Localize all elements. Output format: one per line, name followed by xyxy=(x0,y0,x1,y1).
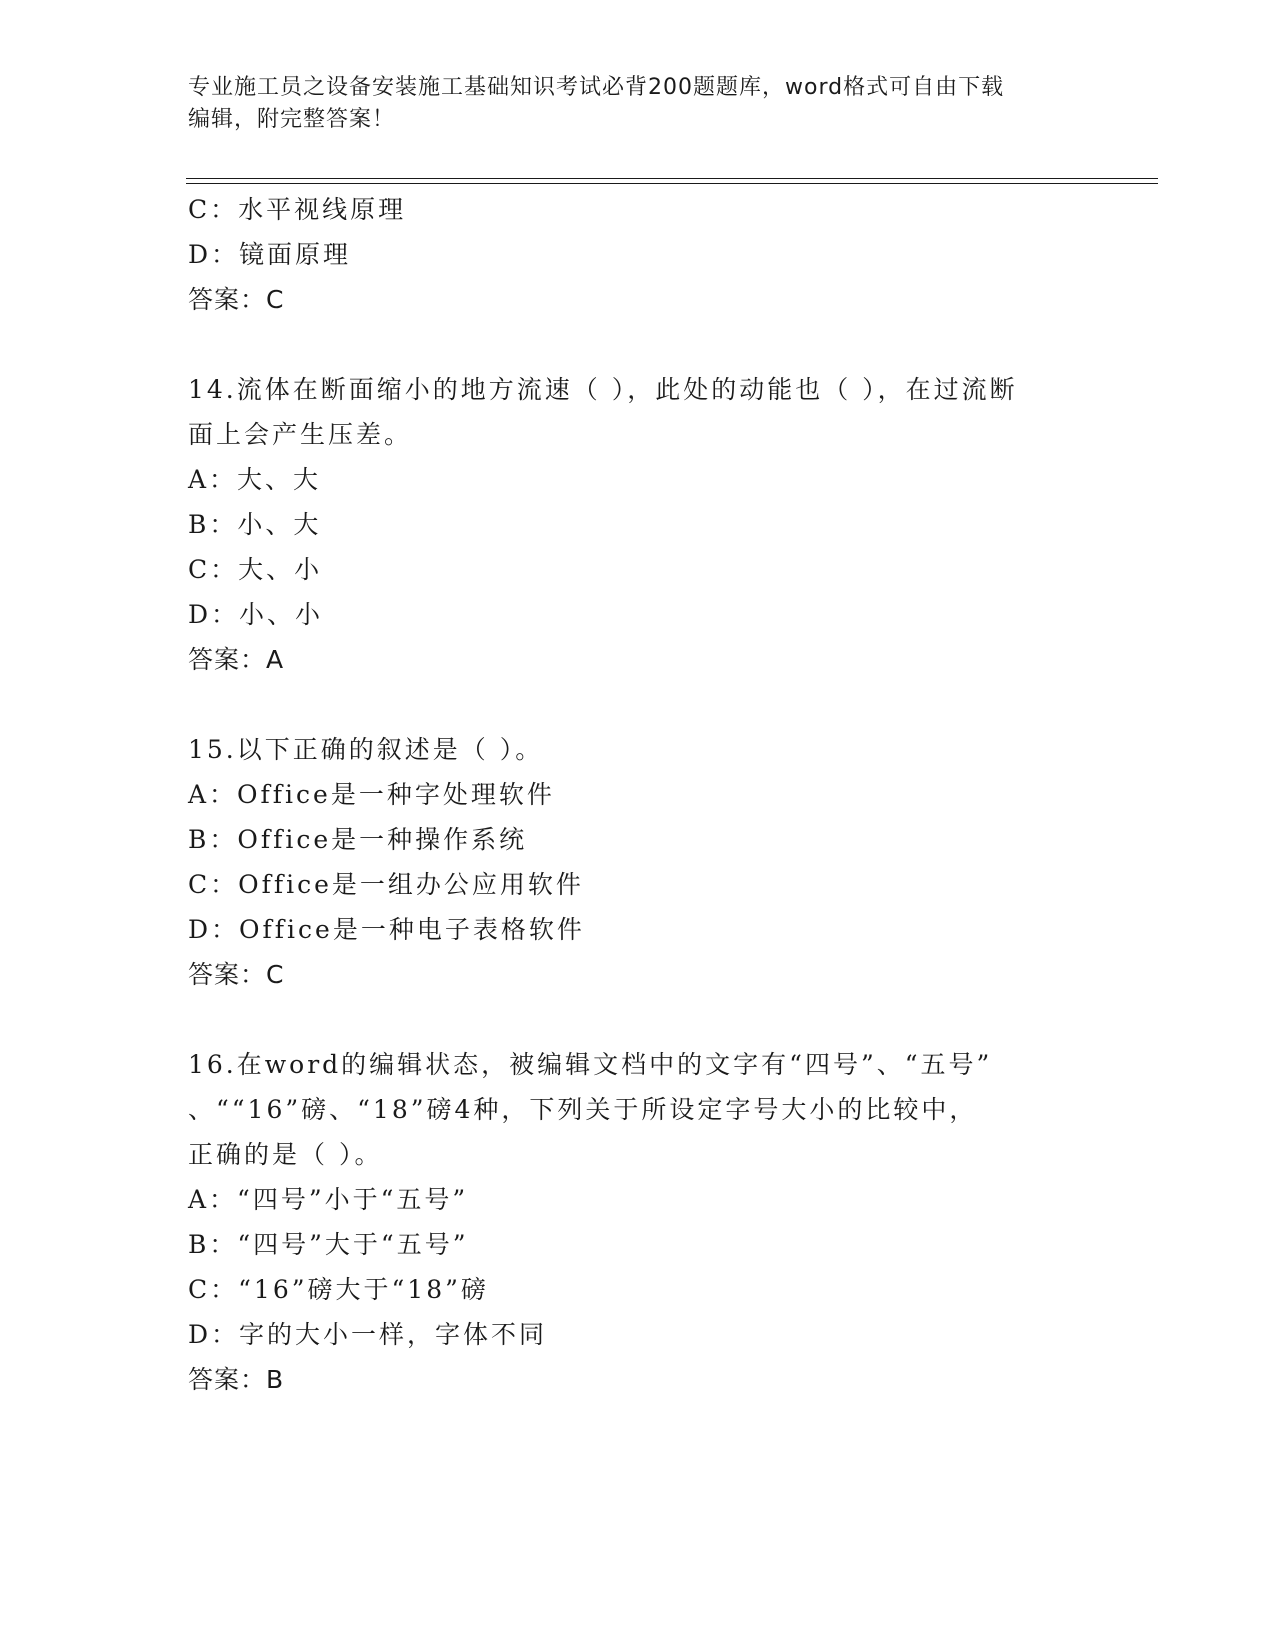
q14-option-c: C：大、小 xyxy=(188,555,323,584)
header-divider-bottom xyxy=(186,183,1158,184)
q16-stem-line-3: 正确的是（ ）。 xyxy=(188,1140,383,1169)
header-title-line-1: 专业施工员之设备安装施工基础知识考试必背200题题库，word格式可自由下载 xyxy=(188,75,1005,100)
q14-option-b: B：小、大 xyxy=(188,510,322,539)
q16-answer: 答案：B xyxy=(188,1365,285,1394)
q13-option-c: C：水平视线原理 xyxy=(188,195,407,224)
header-title-line-2: 编辑，附完整答案！ xyxy=(188,107,396,132)
q14-stem-line-1: 14.流体在断面缩小的地方流速（ ），此处的动能也（ ），在过流断 xyxy=(188,375,1018,404)
q16-stem-line-2: 、““16”磅、“18”磅4种，下列关于所设定字号大小的比较中， xyxy=(188,1095,978,1124)
q13-answer: 答案：C xyxy=(188,285,285,314)
q16-option-d: D：字的大小一样，字体不同 xyxy=(188,1320,548,1349)
q14-option-a: A：大、大 xyxy=(188,465,322,494)
q15-option-d: D：Office是一种电子表格软件 xyxy=(188,915,585,944)
q16-option-b: B：“四号”大于“五号” xyxy=(188,1230,469,1259)
header-divider-top xyxy=(186,178,1158,179)
q15-answer: 答案：C xyxy=(188,960,285,989)
q13-option-d: D：镜面原理 xyxy=(188,240,352,269)
document-header xyxy=(188,72,1088,136)
q14-option-d: D：小、小 xyxy=(188,600,324,629)
q14-answer: 答案：A xyxy=(188,645,285,674)
q15-option-a: A：Office是一种字处理软件 xyxy=(188,780,555,809)
q15-option-c: C：Office是一组办公应用软件 xyxy=(188,870,584,899)
q16-option-c: C：“16”磅大于“18”磅 xyxy=(188,1275,489,1304)
q16-option-a: A：“四号”小于“五号” xyxy=(188,1185,469,1214)
q15-stem-line-1: 15.以下正确的叙述是（ ）。 xyxy=(188,735,544,764)
q15-option-b: B：Office是一种操作系统 xyxy=(188,825,528,854)
q16-stem-line-1: 16.在word的编辑状态，被编辑文档中的文字有“四号”、“五号” xyxy=(188,1050,993,1079)
q14-stem-line-2: 面上会产生压差。 xyxy=(188,420,413,449)
